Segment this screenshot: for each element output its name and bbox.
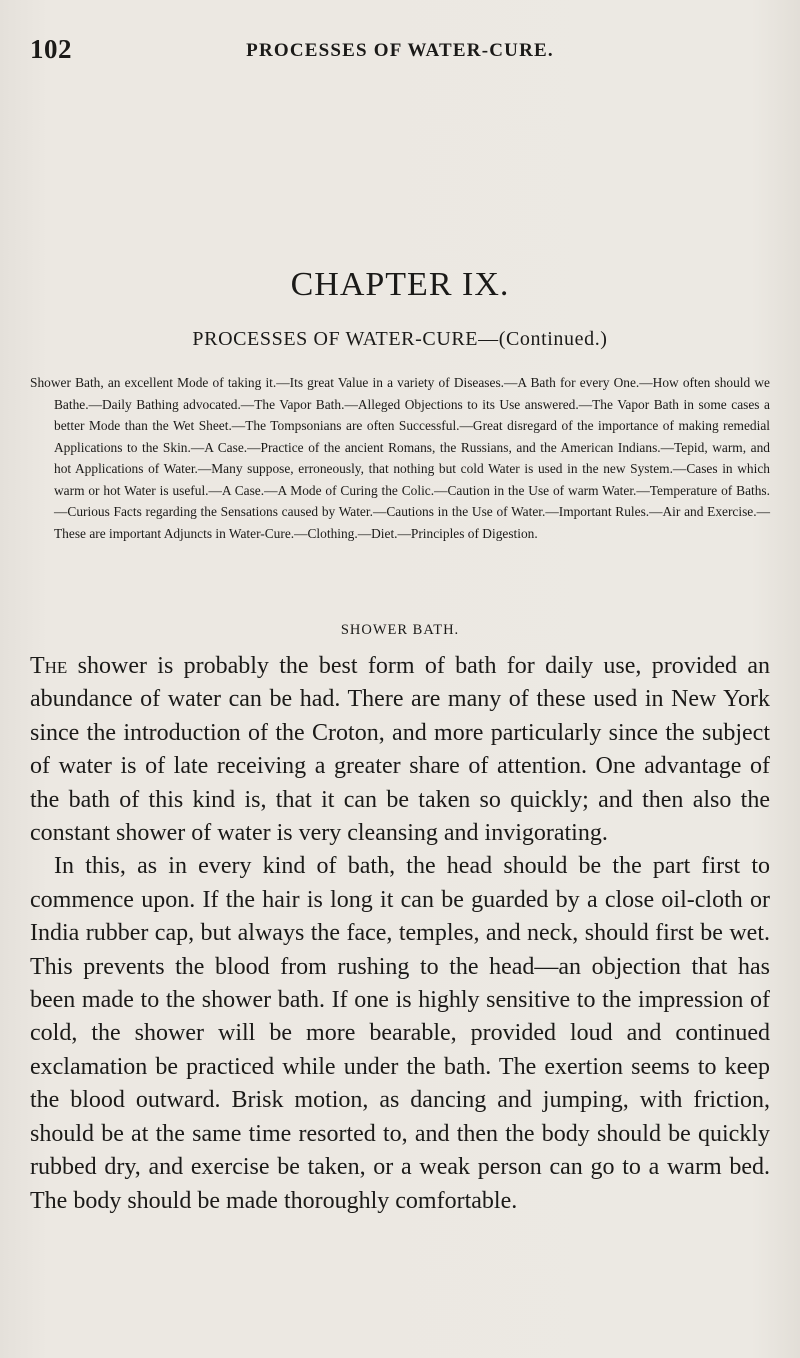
body-text xyxy=(30,650,770,1218)
running-title: PROCESSES OF WATER-CURE. xyxy=(246,40,554,61)
chapter-synopsis: Shower Bath, an excellent Mode of taking it.—Its great Value in a variety of Diseases.—A Bath for every One.—How often should we Bathe.—Daily Bathing advocated.—The Vapor Bath.—Alleged Objections to its Use answered.—The Vapor Bath in some cases a better Mode than the Wet Sheet.—The Tompsonians are often Successful.—Great disregard of the importance of making remedial Applications to the Skin.—A Case.—Practice of the ancient Romans, the Russians, and the American Indians.—Tepid, warm, and hot Applications of Water.—Many suppose, erroneously, that nothing but cold Water is used in the new System.—Cases in which warm or hot Water is useful.—A Case.—A Mode of Curing the Colic.—Caution in the Use of warm Water.—Temperature of Baths.—Curious Facts regarding the Sensations caused by Water.—Cautions in the Use of Water.—Important Rules.—Air and Exercise.—These are important Adjuncts in Water-Cure.—Clothing.—Diet.—Principles of Digestion. xyxy=(30,375,770,541)
chapter-subtitle: PROCESSES OF WATER-CURE—(Continued.) xyxy=(192,328,608,350)
paragraph-2: In this, as in every kind of bath, the head should be the part first to commence upon. If the hair is long it can be guarded by a close oil-cloth or India rubber cap, but always the face, temples, and neck, should first be wet. This prevents the blood from rushing to the head—an objection that has been made to the shower bath. If one is highly sensitive to the impression of cold, the shower will be more bearable, provided loud and continued exclamation be practiced while under the bath. The exertion seems to keep the blood outward. Brisk motion, as dancing and jumping, with friction, should be at the same time resorted to, and then the body should be quickly rubbed dry, and exercise be taken, or a weak person can go to a warm bed. The body should be made thoroughly comfortable. xyxy=(30,853,770,1214)
page-number: 102 xyxy=(30,34,72,64)
chapter-title: CHAPTER IX. xyxy=(290,266,510,303)
running-head xyxy=(30,34,770,64)
section-heading: SHOWER BATH. xyxy=(340,622,460,638)
paragraph-1 xyxy=(30,650,770,850)
paragraph-1-text: shower is probably the best form of bath for daily use, provided an abundance of water can be had. There are many of these used in New York since the introduction of the Croton, and more particularly since the subject of water is of late receiving a greater share of attention. One advantage of the bath of this kind is, that it can be taken so quickly; and then also the constant shower of water is very cleansing and invigorating. xyxy=(30,653,770,847)
lead-word: The xyxy=(30,653,68,679)
